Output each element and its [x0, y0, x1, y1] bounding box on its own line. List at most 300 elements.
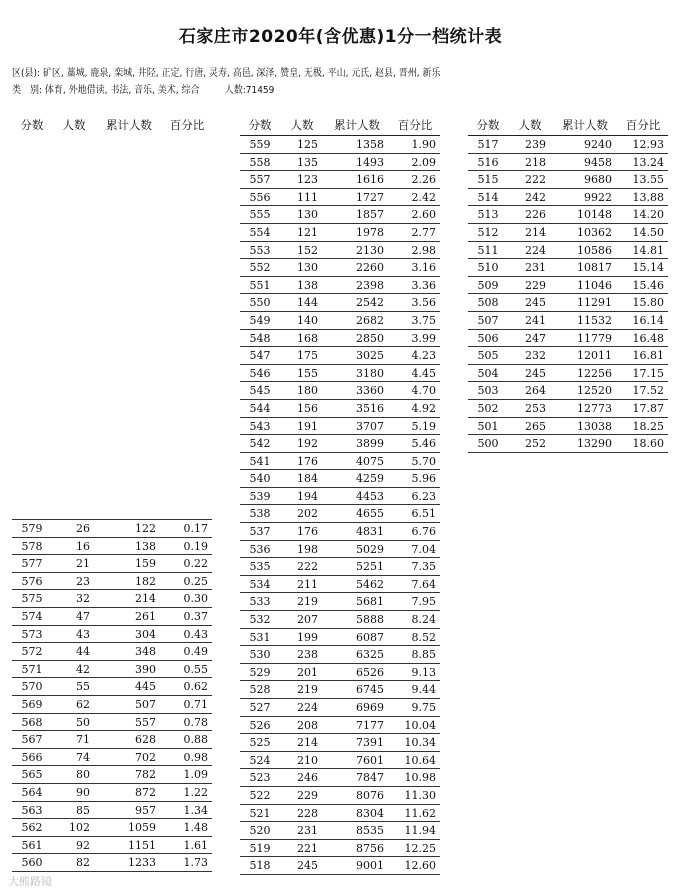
cell-count: 130: [297, 261, 318, 275]
table-row: [240, 488, 440, 506]
cell-percent: 4.70: [411, 384, 436, 398]
cell-count: 74: [76, 750, 90, 764]
cell-score: 576: [21, 574, 43, 588]
table-row: [240, 400, 440, 418]
table-row: [12, 749, 212, 767]
cell-cumulative: 702: [135, 750, 156, 764]
cell-score: 547: [249, 349, 271, 363]
cell-cumulative: 5888: [356, 613, 384, 627]
cell-score: 527: [249, 701, 271, 714]
cell-count: 241: [525, 313, 546, 327]
cell-count: 238: [297, 648, 318, 662]
cell-score: 552: [249, 261, 271, 275]
cell-count: 111: [297, 190, 318, 204]
cell-percent: 4.23: [411, 349, 436, 363]
cell-percent: 13.55: [632, 173, 664, 187]
table-body: [12, 519, 212, 872]
cell-cumulative: 3360: [356, 384, 384, 398]
cell-score: 505: [477, 349, 499, 363]
cell-score: 540: [249, 472, 271, 486]
cell-score: 569: [21, 697, 43, 711]
cell-count: 43: [76, 627, 90, 641]
cell-cumulative: 6087: [356, 630, 384, 644]
cell-cumulative: 138: [135, 539, 156, 553]
table-row: [240, 646, 440, 664]
cell-count: 47: [76, 609, 90, 623]
cell-score: 575: [21, 592, 43, 606]
table-body: [468, 136, 668, 453]
cell-count: 210: [297, 753, 318, 767]
cell-score: 508: [477, 296, 499, 310]
table-row: [240, 558, 440, 576]
cell-cumulative: 1151: [128, 838, 156, 852]
cell-count: 32: [76, 592, 90, 606]
cell-percent: 9.75: [411, 701, 436, 714]
cell-score: 535: [249, 560, 271, 574]
table-row: [12, 714, 212, 732]
cell-cumulative: 10362: [577, 225, 612, 239]
header-cumulative: 累计人数: [334, 118, 380, 132]
cell-percent: 4.92: [411, 401, 436, 415]
table-row: [468, 171, 668, 189]
cell-percent: 1.90: [411, 138, 436, 151]
cell-percent: 16.48: [632, 331, 664, 345]
table-row: [12, 643, 212, 661]
cell-percent: 0.22: [183, 557, 208, 571]
table-row: [240, 347, 440, 365]
cell-percent: 5.19: [411, 419, 436, 433]
table-row: [240, 224, 440, 242]
cell-percent: 10.04: [404, 718, 436, 732]
page-title: 石家庄市2020年(含优惠)1分一档统计表: [178, 27, 503, 47]
cell-percent: 3.56: [411, 296, 436, 310]
cell-count: 199: [297, 630, 318, 644]
cell-cumulative: 12520: [577, 384, 612, 398]
cell-cumulative: 214: [135, 592, 156, 606]
cell-count: 218: [525, 155, 546, 169]
table-row: [12, 731, 212, 749]
table-row: [240, 154, 440, 172]
cell-percent: 3.36: [411, 278, 436, 292]
cell-score: 574: [21, 609, 43, 623]
cell-score: 563: [21, 803, 43, 817]
cell-count: 232: [525, 349, 546, 363]
region-line: 区(县): 矿区, 藁城, 鹿泉, 栾城, 井陉, 正定, 行唐, 灵寿, 高邑, 深泽, 赞皇, 无极, 平山, 元氏, 赵县, 晋州, 新乐: [12, 68, 441, 79]
cell-count: 21: [76, 557, 90, 571]
cell-count: 219: [297, 595, 318, 609]
cell-score: 570: [21, 680, 43, 694]
cell-percent: 0.43: [183, 627, 208, 641]
cell-score: 502: [477, 401, 499, 415]
cell-score: 520: [249, 824, 271, 838]
cell-count: 265: [525, 419, 546, 433]
cell-percent: 12.60: [404, 859, 436, 873]
cell-cumulative: 1233: [128, 856, 156, 870]
cell-count: 219: [297, 683, 318, 697]
cell-count: 198: [297, 542, 318, 556]
cell-cumulative: 12011: [577, 349, 612, 363]
cell-count: 221: [297, 841, 318, 855]
cell-score: 550: [249, 296, 271, 310]
cell-score: 568: [21, 715, 43, 729]
table-row: [12, 766, 212, 784]
cell-count: 214: [525, 225, 546, 239]
table-row: [240, 629, 440, 647]
cell-count: 71: [76, 733, 90, 747]
cell-percent: 9.13: [411, 665, 436, 679]
cell-percent: 7.04: [411, 542, 436, 556]
cell-cumulative: 2850: [356, 331, 384, 345]
table-row: [468, 206, 668, 224]
cell-cumulative: 445: [135, 680, 156, 694]
cell-count: 194: [297, 489, 318, 503]
cell-count: 192: [297, 437, 318, 451]
cell-cumulative: 557: [135, 715, 156, 729]
table-row: [240, 171, 440, 189]
cell-percent: 14.81: [632, 243, 664, 257]
cell-cumulative: 3025: [356, 349, 384, 363]
total-count: 人数:71459: [224, 85, 275, 96]
table-row: [12, 661, 212, 679]
header-percent: 百分比: [625, 118, 661, 132]
cell-cumulative: 182: [135, 574, 156, 588]
table-row: [240, 418, 440, 436]
cell-percent: 5.96: [411, 472, 436, 486]
cell-count: 214: [297, 736, 318, 750]
header-percent: 百分比: [397, 118, 433, 132]
cell-cumulative: 957: [135, 803, 156, 817]
cell-count: 208: [297, 718, 318, 732]
cell-percent: 16.14: [632, 313, 664, 327]
cell-cumulative: 6325: [356, 648, 384, 662]
cell-score: 509: [477, 278, 499, 292]
cell-percent: 0.71: [183, 697, 208, 711]
cell-cumulative: 261: [135, 609, 156, 623]
table-row: [468, 382, 668, 400]
cell-count: 102: [69, 821, 90, 835]
cell-percent: 12.25: [404, 841, 436, 855]
cell-score: 557: [249, 173, 271, 187]
cell-percent: 15.14: [632, 261, 664, 275]
cell-cumulative: 782: [135, 768, 156, 782]
cell-cumulative: 4075: [356, 454, 384, 468]
cell-count: 229: [297, 788, 318, 802]
cell-score: 567: [21, 733, 43, 747]
cell-score: 578: [21, 539, 43, 553]
cell-count: 135: [297, 155, 318, 169]
cell-percent: 1.34: [183, 803, 208, 817]
cell-percent: 0.49: [183, 645, 208, 659]
cell-cumulative: 11291: [577, 296, 612, 310]
table-row: [240, 717, 440, 735]
cell-score: 513: [477, 208, 499, 222]
table-row: [468, 136, 668, 154]
table-row: [12, 819, 212, 837]
cell-score: 537: [249, 525, 271, 539]
table-row: [240, 541, 440, 559]
cell-count: 140: [297, 313, 318, 327]
cell-score: 521: [249, 806, 271, 820]
cell-cumulative: 6969: [356, 701, 384, 714]
cell-count: 42: [76, 662, 90, 676]
cell-cumulative: 2398: [356, 278, 384, 292]
cell-percent: 5.70: [411, 454, 436, 468]
cell-cumulative: 6745: [356, 683, 384, 697]
cell-score: 500: [477, 437, 499, 451]
cell-percent: 17.15: [632, 366, 664, 380]
cell-cumulative: 9458: [584, 155, 612, 169]
header-cumulative: 累计人数: [106, 118, 152, 132]
cell-count: 229: [525, 278, 546, 292]
cell-percent: 14.20: [632, 208, 664, 222]
cell-percent: 0.62: [183, 680, 208, 694]
cell-count: 184: [297, 472, 318, 486]
cell-percent: 2.60: [411, 208, 436, 222]
header-score: 分数: [20, 118, 44, 132]
cell-count: 123: [297, 173, 318, 187]
cell-count: 245: [525, 366, 546, 380]
cell-count: 176: [297, 454, 318, 468]
cell-cumulative: 7177: [356, 718, 384, 732]
cell-percent: 1.48: [183, 821, 208, 835]
cell-score: 548: [249, 331, 271, 345]
cell-percent: 11.94: [404, 824, 436, 838]
cell-count: 247: [525, 331, 546, 345]
cell-score: 561: [21, 838, 43, 852]
cell-cumulative: 628: [135, 733, 156, 747]
cell-cumulative: 13290: [577, 437, 612, 451]
table-row: [240, 294, 440, 312]
table-row: [12, 678, 212, 696]
category-text: 类 别: 体育, 外地借读, 书法, 音乐, 美术, 综合: [12, 85, 200, 96]
cell-percent: 0.19: [183, 539, 208, 553]
header-percent: 百分比: [169, 118, 205, 132]
cell-cumulative: 9001: [356, 859, 384, 873]
table-row: [240, 840, 440, 858]
cell-count: 191: [297, 419, 318, 433]
cell-count: 130: [297, 208, 318, 222]
cell-cumulative: 1857: [356, 208, 384, 222]
cell-count: 144: [297, 296, 318, 310]
cell-count: 82: [76, 856, 90, 870]
table-row: [240, 189, 440, 207]
table-row: [12, 854, 212, 872]
cell-cumulative: 6526: [356, 665, 384, 679]
cell-percent: 11.62: [404, 806, 436, 820]
cell-percent: 7.35: [411, 560, 436, 574]
cell-cumulative: 9680: [584, 173, 612, 187]
table-row: [12, 555, 212, 573]
table-body: [240, 136, 440, 875]
cell-score: 510: [477, 261, 499, 275]
cell-percent: 0.98: [183, 750, 208, 764]
table-row: [12, 837, 212, 855]
table-row: [240, 136, 440, 154]
cell-score: 522: [249, 788, 271, 802]
cell-percent: 6.51: [411, 507, 436, 521]
cell-percent: 6.76: [411, 525, 436, 539]
cell-cumulative: 11046: [577, 278, 612, 292]
table-row: [468, 418, 668, 436]
cell-percent: 10.98: [404, 771, 436, 785]
cell-cumulative: 8304: [356, 806, 384, 820]
cell-count: 226: [525, 208, 546, 222]
cell-score: 530: [249, 648, 271, 662]
cell-score: 577: [21, 557, 43, 571]
table-row: [240, 576, 440, 594]
table-row: [240, 505, 440, 523]
table-row: [240, 822, 440, 840]
cell-percent: 15.46: [632, 278, 664, 292]
table-header: [468, 117, 668, 136]
cell-score: 534: [249, 577, 271, 591]
cell-cumulative: 304: [135, 627, 156, 641]
cell-cumulative: 4655: [356, 507, 384, 521]
cell-cumulative: 3180: [356, 366, 384, 380]
cell-count: 80: [76, 768, 90, 782]
cell-cumulative: 5251: [356, 560, 384, 574]
table-row: [240, 242, 440, 260]
cell-cumulative: 872: [135, 785, 156, 799]
header-score: 分数: [248, 118, 272, 132]
cell-score: 504: [477, 366, 499, 380]
cell-score: 566: [21, 750, 43, 764]
cell-score: 564: [21, 785, 43, 799]
table-row: [468, 259, 668, 277]
table-row: [468, 154, 668, 172]
header-count: 人数: [62, 118, 86, 132]
cell-score: 524: [249, 753, 271, 767]
cell-percent: 6.23: [411, 489, 436, 503]
cell-score: 519: [249, 841, 271, 855]
cell-cumulative: 12773: [577, 401, 612, 415]
cell-percent: 10.34: [404, 736, 436, 750]
cell-percent: 1.61: [183, 838, 208, 852]
table-row: [468, 400, 668, 418]
table-row: [240, 312, 440, 330]
cell-score: 546: [249, 366, 271, 380]
cell-score: 571: [21, 662, 43, 676]
cell-count: 85: [76, 803, 90, 817]
table-row: [240, 523, 440, 541]
cell-score: 542: [249, 437, 271, 451]
cell-cumulative: 7601: [356, 753, 384, 767]
cell-cumulative: 7847: [356, 771, 384, 785]
cell-cumulative: 5462: [356, 577, 384, 591]
table-row: [12, 590, 212, 608]
cell-cumulative: 507: [135, 697, 156, 711]
cell-count: 245: [297, 859, 318, 873]
cell-score: 543: [249, 419, 271, 433]
table-row: [468, 365, 668, 383]
cell-percent: 2.98: [411, 243, 436, 257]
cell-count: 175: [297, 349, 318, 363]
table-row: [240, 611, 440, 629]
cell-score: 525: [249, 736, 271, 750]
cell-score: 551: [249, 278, 271, 292]
cell-count: 207: [297, 613, 318, 627]
cell-count: 222: [525, 173, 546, 187]
cell-cumulative: 10586: [577, 243, 612, 257]
table-row: [12, 608, 212, 626]
cell-score: 518: [249, 859, 271, 873]
cell-cumulative: 4831: [356, 525, 384, 539]
cell-cumulative: 10148: [577, 208, 612, 222]
cell-count: 62: [76, 697, 90, 711]
cell-count: 201: [297, 665, 318, 679]
cell-percent: 0.88: [183, 733, 208, 747]
cell-percent: 7.95: [411, 595, 436, 609]
cell-percent: 0.17: [183, 522, 208, 535]
cell-count: 121: [297, 225, 318, 239]
table-row: [468, 347, 668, 365]
cell-percent: 14.50: [632, 225, 664, 239]
cell-score: 559: [249, 138, 271, 151]
table-row: [12, 538, 212, 556]
cell-score: 529: [249, 665, 271, 679]
cell-cumulative: 2260: [356, 261, 384, 275]
watermark-text: 大熊路镜: [8, 875, 52, 888]
cell-count: 23: [76, 574, 90, 588]
table-row: [240, 206, 440, 224]
cell-cumulative: 10817: [577, 261, 612, 275]
cell-score: 515: [477, 173, 499, 187]
cell-score: 528: [249, 683, 271, 697]
table-row: [468, 224, 668, 242]
table-row: [468, 330, 668, 348]
cell-score: 516: [477, 155, 499, 169]
cell-score: 507: [477, 313, 499, 327]
cell-percent: 3.75: [411, 313, 436, 327]
cell-percent: 7.64: [411, 577, 436, 591]
cell-score: 512: [477, 225, 499, 239]
table-header: [12, 117, 212, 135]
table-row: [240, 453, 440, 471]
cell-count: 180: [297, 384, 318, 398]
cell-count: 202: [297, 507, 318, 521]
cell-percent: 0.30: [183, 592, 208, 606]
cell-score: 544: [249, 401, 271, 415]
table-row: [240, 593, 440, 611]
cell-score: 506: [477, 331, 499, 345]
cell-score: 533: [249, 595, 271, 609]
cell-count: 16: [76, 539, 90, 553]
header-count: 人数: [518, 118, 542, 132]
cell-score: 514: [477, 190, 499, 204]
cell-percent: 0.25: [183, 574, 208, 588]
cell-count: 245: [525, 296, 546, 310]
cell-score: 554: [249, 225, 271, 239]
cell-count: 138: [297, 278, 318, 292]
table-row: [240, 681, 440, 699]
cell-percent: 8.24: [411, 613, 436, 627]
cell-cumulative: 1059: [128, 821, 156, 835]
table-row: [240, 259, 440, 277]
table-row: [240, 752, 440, 770]
table-row: [240, 769, 440, 787]
cell-cumulative: 3899: [356, 437, 384, 451]
cell-percent: 18.60: [632, 437, 664, 451]
table-row: [12, 696, 212, 714]
cell-count: 252: [525, 437, 546, 451]
cell-cumulative: 13038: [577, 419, 612, 433]
cell-score: 531: [249, 630, 271, 644]
table-row: [468, 294, 668, 312]
cell-percent: 17.87: [632, 401, 664, 415]
cell-percent: 16.81: [632, 349, 664, 363]
cell-cumulative: 1616: [356, 173, 384, 187]
cell-cumulative: 8076: [356, 788, 384, 802]
